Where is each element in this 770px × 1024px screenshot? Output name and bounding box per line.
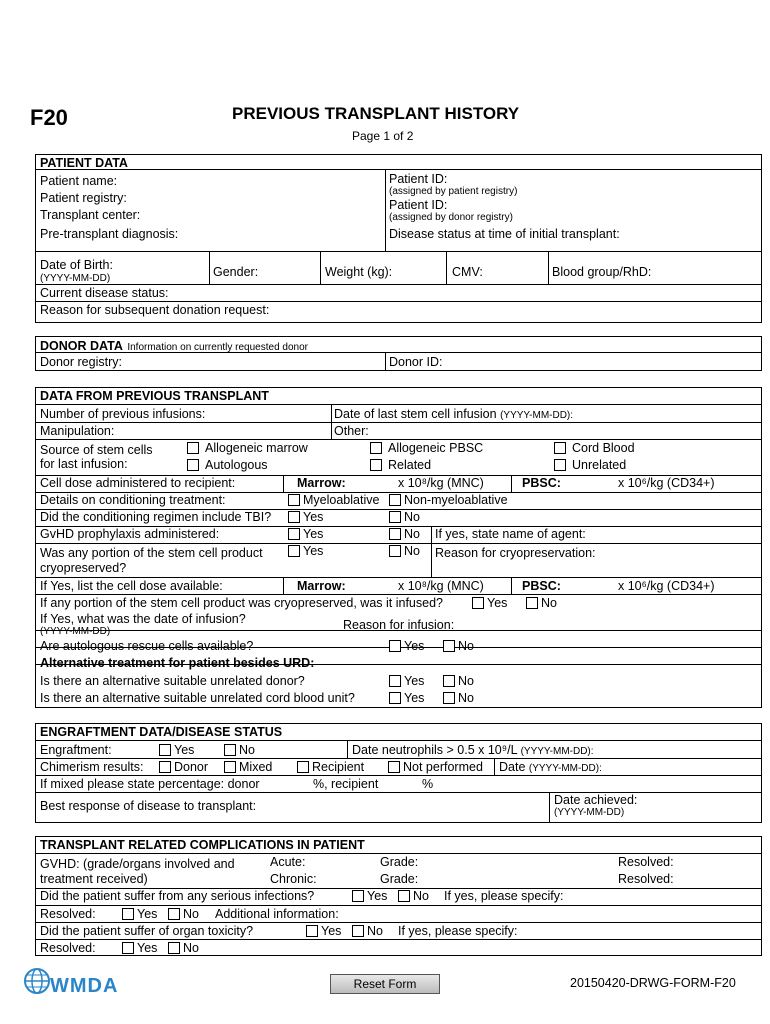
marrow-label: Marrow: — [297, 476, 346, 490]
infused-label: If any portion of the stem cell product was cryopreserved, was it infused? — [40, 596, 443, 610]
toxicity-no-checkbox[interactable] — [352, 925, 364, 937]
manipulation-label: Manipulation: — [40, 424, 115, 438]
conditioning-label: Details on conditioning treatment: — [40, 493, 226, 507]
patient-registry-label: Patient registry: — [40, 191, 127, 205]
for-last-infusion-label: for last infusion: — [40, 457, 128, 471]
tbi-no-label: No — [404, 510, 420, 524]
list-dose-pbsc-label: PBSC: — [522, 579, 561, 593]
chimerism-recipient-label: Recipient — [312, 760, 365, 774]
toxicity-no-label: No — [367, 924, 383, 938]
date-achieved-format: (YYYY-MM-DD) — [554, 807, 625, 818]
neutrophils-date-row — [352, 743, 594, 757]
infections-resolved-no-label: No — [183, 907, 199, 921]
neutrophils-date-label: Date neutrophils > 0.5 x 10⁹/L — [352, 743, 518, 757]
allo-marrow-label: Allogeneic marrow — [205, 441, 308, 455]
other-label: Other: — [334, 424, 369, 438]
dob-format: (YYYY-MM-DD) — [40, 273, 111, 284]
cord-blood-checkbox[interactable] — [554, 442, 566, 454]
percent-recipient-label: %, recipient — [313, 777, 379, 791]
rescue-yes-checkbox[interactable] — [389, 640, 401, 652]
toxicity-yes-label: Yes — [321, 924, 342, 938]
rescue-cells-label: Are autologous rescue cells available? — [40, 639, 254, 653]
acute-label: Acute: — [270, 855, 306, 869]
rescue-yes-label: Yes — [404, 639, 425, 653]
gvhd-label-line2: treatment received) — [40, 872, 148, 886]
infections-yes-label: Yes — [367, 889, 388, 903]
chimerism-donor-label: Donor — [174, 760, 209, 774]
list-dose-mnc-unit: x 10⁸/kg (MNC) — [398, 579, 484, 593]
gender-label: Gender: — [213, 265, 259, 279]
tbi-no-checkbox[interactable] — [389, 511, 401, 523]
pbsc-label: PBSC: — [522, 476, 561, 490]
alt-cord-yes-checkbox[interactable] — [389, 692, 401, 704]
infections-no-checkbox[interactable] — [398, 890, 410, 902]
previous-transplant-heading: DATA FROM PREVIOUS TRANSPLANT — [40, 389, 269, 403]
autologous-label: Autologous — [205, 458, 268, 472]
wmda-logo-text: WMDA — [50, 975, 119, 997]
list-dose-label: If Yes, list the cell dose available: — [40, 579, 223, 593]
alt-donor-yes-label: Yes — [404, 674, 425, 688]
engraftment-yes-label: Yes — [174, 743, 195, 757]
date-last-infusion-label: Date of last stem cell infusion — [334, 407, 497, 421]
tbi-label: Did the conditioning regimen include TBI? — [40, 510, 272, 524]
rescue-no-checkbox[interactable] — [443, 640, 455, 652]
cryopreserved-yes-label: Yes — [303, 544, 324, 558]
rescue-no-label: No — [458, 639, 474, 653]
infections-resolved-label: Resolved: — [40, 907, 96, 921]
tbi-yes-label: Yes — [303, 510, 324, 524]
transplant-center-label: Transplant center: — [40, 208, 141, 222]
form-code: F20 — [30, 105, 68, 130]
infections-resolved-no-checkbox[interactable] — [168, 908, 180, 920]
form-code-footer: 20150420-DRWG-FORM-F20 — [570, 976, 736, 990]
blood-group-label: Blood group/RhD: — [552, 265, 652, 279]
alt-cord-no-checkbox[interactable] — [443, 692, 455, 704]
related-checkbox[interactable] — [370, 459, 382, 471]
chronic-resolved-label: Resolved: — [618, 872, 674, 886]
toxicity-resolved-no-label: No — [183, 941, 199, 955]
infections-resolved-yes-checkbox[interactable] — [122, 908, 134, 920]
gvhd-prophylaxis-no-label: No — [404, 527, 420, 541]
engraftment-no-checkbox[interactable] — [224, 744, 236, 756]
list-dose-cd34-unit: x 10⁶/kg (CD34+) — [618, 579, 715, 593]
alt-treatment-heading: Alternative treatment for patient besides URD: — [40, 656, 315, 670]
list-dose-marrow-label: Marrow: — [297, 579, 346, 593]
chronic-label: Chronic: — [270, 872, 317, 886]
cryopreserved-label-line2: cryopreserved? — [40, 561, 127, 575]
allo-pbsc-checkbox[interactable] — [370, 442, 382, 454]
best-response-label: Best response of disease to transplant: — [40, 799, 257, 813]
infusion-reason-label: Reason for infusion: — [343, 618, 455, 632]
toxicity-resolved-no-checkbox[interactable] — [168, 942, 180, 954]
non-myeloablative-checkbox[interactable] — [389, 494, 401, 506]
cd34-unit: x 10⁶/kg (CD34+) — [618, 476, 715, 490]
additional-info-label: Additional information: — [215, 907, 339, 921]
infections-label: Did the patient suffer from any serious infections? — [40, 889, 315, 903]
patient-id-donor-note: (assigned by donor registry) — [389, 212, 513, 223]
infused-yes-label: Yes — [487, 596, 508, 610]
mixed-percentage-label: If mixed please state percentage: donor — [40, 777, 260, 791]
patient-id-note: (assigned by patient registry) — [389, 186, 518, 197]
alt-cord-no-label: No — [458, 691, 474, 705]
alt-donor-yes-checkbox[interactable] — [389, 675, 401, 687]
toxicity-resolved-label: Resolved: — [40, 941, 96, 955]
dob-label: Date of Birth: — [40, 258, 113, 272]
donor-data-note: Information on currently requested donor — [127, 342, 308, 353]
myeloablative-label: Myeloablative — [303, 493, 380, 507]
cmv-label: CMV: — [452, 265, 483, 279]
infections-yes-checkbox[interactable] — [352, 890, 364, 902]
percent-sign: % — [422, 777, 434, 791]
engraftment-no-label: No — [239, 743, 255, 757]
infused-yes-checkbox[interactable] — [472, 597, 484, 609]
pre-transplant-diagnosis-label: Pre-transplant diagnosis: — [40, 227, 179, 241]
chimerism-mixed-label: Mixed — [239, 760, 273, 774]
autologous-checkbox[interactable] — [187, 459, 199, 471]
source-stem-cells-label: Source of stem cells — [40, 443, 153, 457]
num-infusions-label: Number of previous infusions: — [40, 407, 206, 421]
unrelated-label: Unrelated — [572, 458, 627, 472]
complications-heading: TRANSPLANT RELATED COMPLICATIONS IN PATIENT — [40, 838, 365, 852]
acute-resolved-label: Resolved: — [618, 855, 674, 869]
gvhd-prophylaxis-no-checkbox[interactable] — [389, 528, 401, 540]
infusion-date-format: (YYYY-MM-DD) — [40, 626, 111, 637]
chimerism-date-format: (YYYY-MM-DD): — [528, 763, 602, 774]
organ-toxicity-label: Did the patient suffer of organ toxicity? — [40, 924, 254, 938]
patient-id-label: Patient ID: — [389, 172, 448, 186]
patient-name-label: Patient name: — [40, 174, 118, 188]
neutrophils-date-format: (YYYY-MM-DD): — [520, 746, 594, 757]
gvhd-label-line1: GVHD: (grade/organs involved and — [40, 857, 235, 871]
mnc-unit: x 10⁸/kg (MNC) — [398, 476, 484, 490]
gvhd-prophylaxis-label: GvHD prophylaxis administered: — [40, 527, 220, 541]
infections-specify-label: If yes, please specify: — [444, 889, 564, 903]
chimerism-donor-checkbox[interactable] — [159, 761, 171, 773]
alt-cord-label: Is there an alternative suitable unrelated cord blood unit? — [40, 691, 355, 705]
date-achieved-label: Date achieved: — [554, 793, 638, 807]
chimerism-recipient-checkbox[interactable] — [297, 761, 309, 773]
infections-resolved-yes-label: Yes — [137, 907, 158, 921]
patient-data-heading: PATIENT DATA — [40, 156, 128, 170]
gvhd-prophylaxis-yes-checkbox[interactable] — [288, 528, 300, 540]
agent-label: If yes, state name of agent: — [435, 527, 586, 541]
wmda-logo — [22, 966, 119, 1001]
related-label: Related — [388, 458, 432, 472]
toxicity-yes-checkbox[interactable] — [306, 925, 318, 937]
date-last-infusion-format: (YYYY-MM-DD): — [500, 410, 574, 421]
chimerism-date-label: Date — [499, 760, 526, 774]
date-last-infusion-row — [334, 407, 573, 421]
cryopreserved-label-line1: Was any portion of the stem cell product — [40, 546, 263, 560]
cell-dose-label: Cell dose administered to recipient: — [40, 476, 236, 490]
infused-no-label: No — [541, 596, 557, 610]
donation-reason-label: Reason for subsequent donation request: — [40, 303, 270, 317]
chimerism-not-performed-checkbox[interactable] — [388, 761, 400, 773]
patient-id-donor-label: Patient ID: — [389, 198, 448, 212]
toxicity-resolved-yes-checkbox[interactable] — [122, 942, 134, 954]
gvhd-prophylaxis-yes-label: Yes — [303, 527, 324, 541]
cryopreserved-yes-checkbox[interactable] — [288, 545, 300, 557]
cord-blood-label: Cord Blood — [572, 441, 635, 455]
myeloablative-checkbox[interactable] — [288, 494, 300, 506]
toxicity-resolved-yes-label: Yes — [137, 941, 158, 955]
page-indicator: Page 1 of 2 — [352, 129, 414, 143]
cryopreserved-no-checkbox[interactable] — [389, 545, 401, 557]
disease-status-initial-label: Disease status at time of initial transplant: — [389, 227, 620, 241]
infusion-date-label: If Yes, what was the date of infusion? — [40, 612, 246, 626]
reset-form-button[interactable]: Reset Form — [330, 974, 440, 994]
current-disease-status-label: Current disease status: — [40, 286, 169, 300]
unrelated-checkbox[interactable] — [554, 459, 566, 471]
alt-donor-label: Is there an alternative suitable unrelated donor? — [40, 674, 305, 688]
chimerism-label: Chimerism results: — [40, 760, 144, 774]
page-title: PREVIOUS TRANSPLANT HISTORY — [232, 104, 520, 123]
infections-no-label: No — [413, 889, 429, 903]
donor-id-label: Donor ID: — [389, 355, 443, 369]
tbi-yes-checkbox[interactable] — [288, 511, 300, 523]
weight-label: Weight (kg): — [325, 265, 393, 279]
alt-donor-no-checkbox[interactable] — [443, 675, 455, 687]
chronic-grade-label: Grade: — [380, 872, 419, 886]
alt-donor-no-label: No — [458, 674, 474, 688]
donor-registry-label: Donor registry: — [40, 355, 122, 369]
non-myeloablative-label: Non-myeloablative — [404, 493, 508, 507]
engraftment-yes-checkbox[interactable] — [159, 744, 171, 756]
allo-marrow-checkbox[interactable] — [187, 442, 199, 454]
chimerism-not-performed-label: Not performed — [403, 760, 483, 774]
donor-data-heading-row — [40, 337, 308, 355]
globe-icon — [22, 966, 52, 996]
donor-data-heading: DONOR DATA — [40, 339, 123, 353]
chimerism-date-row — [499, 760, 602, 774]
acute-grade-label: Grade: — [380, 855, 419, 869]
engraftment-label: Engraftment: — [40, 743, 112, 757]
allo-pbsc-label: Allogeneic PBSC — [388, 441, 484, 455]
toxicity-specify-label: If yes, please specify: — [398, 924, 518, 938]
alt-cord-yes-label: Yes — [404, 691, 425, 705]
engraftment-heading: ENGRAFTMENT DATA/DISEASE STATUS — [40, 725, 283, 739]
infused-no-checkbox[interactable] — [526, 597, 538, 609]
cryo-reason-label: Reason for cryopreservation: — [435, 546, 596, 560]
chimerism-mixed-checkbox[interactable] — [224, 761, 236, 773]
cryopreserved-no-label: No — [404, 544, 420, 558]
